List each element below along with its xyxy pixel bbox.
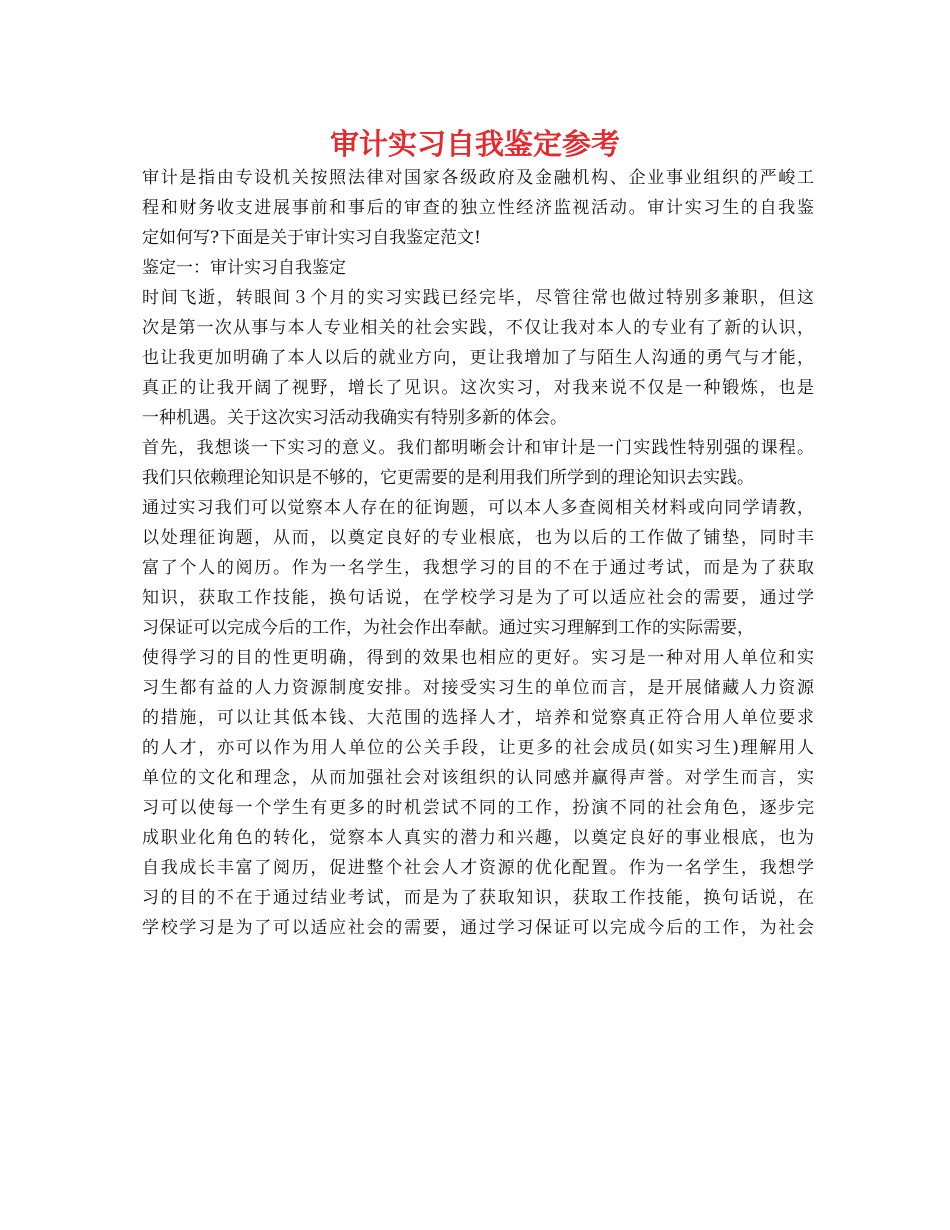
body-line: 的措施，可以让其低本钱、大范围的选择人才，培养和觉察真正符合用人单位要求 [142, 708, 814, 728]
body-line: 定如何写?下面是关于审计实习自我鉴定范文! [142, 228, 481, 248]
body-line: 富了个人的阅历。作为一名学生，我想学习的目的不在于通过考试，而是为了获取 [142, 558, 814, 578]
body-line: 通过实习我们可以觉察本人存在的征询题，可以本人多查阅相关材料或向同学请教， [142, 498, 814, 518]
body-line: 使得学习的目的性更明确，得到的效果也相应的更好。实习是一种对用人单位和实 [142, 648, 814, 668]
body-line: 次是第一次从事与本人专业相关的社会实践，不仅让我对本人的专业有了新的认识， [142, 318, 814, 338]
section-heading: 鉴定一：审计实习自我鉴定 [142, 258, 346, 278]
body-line: 一种机遇。关于这次实习活动我确实有特别多新的体会。 [142, 408, 567, 428]
body-line: 程和财务收支进展事前和事后的审查的独立性经济监视活动。审计实习生的自我鉴 [142, 198, 814, 218]
body-line: 成职业化角色的转化，觉察本人真实的潜力和兴趣，以奠定良好的事业根底，也为 [142, 828, 814, 848]
body-line: 习生都有益的人力资源制度安排。对接受实习生的单位而言，是开展储藏人力资源 [142, 678, 814, 698]
body-line: 自我成长丰富了阅历，促进整个社会人才资源的优化配置。作为一名学生，我想学 [142, 858, 814, 878]
body-line: 习保证可以完成今后的工作，为社会作出奉献。通过实习理解到工作的实际需要， [142, 618, 754, 638]
body-line: 首先，我想谈一下实习的意义。我们都明晰会计和审计是一门实践性特别强的课程。 [142, 438, 814, 458]
body-line: 真正的让我开阔了视野，增长了见识。这次实习，对我来说不仅是一种锻炼，也是 [142, 378, 814, 398]
body-line: 学校学习是为了可以适应社会的需要，通过学习保证可以完成今后的工作，为社会 [142, 918, 814, 938]
body-line: 的人才，亦可以作为用人单位的公关手段，让更多的社会成员(如实习生)理解用人 [142, 738, 814, 758]
document-title: 审计实习自我鉴定参考 [329, 127, 620, 161]
body-line: 我们只依赖理论知识是不够的，它更需要的是利用我们所学到的理论知识去实践。 [142, 468, 754, 488]
document-body [142, 163, 814, 943]
body-line: 时间飞逝，转眼间３个月的实习实践已经完毕，尽管往常也做过特别多兼职，但这 [142, 288, 814, 308]
body-line: 单位的文化和理念，从而加强社会对该组织的认同感并赢得声誉。对学生而言，实 [142, 768, 814, 788]
body-line: 以处理征询题，从而，以奠定良好的专业根底，也为以后的工作做了铺垫，同时丰 [142, 528, 814, 548]
body-line: 习可以使每一个学生有更多的时机尝试不同的工作，扮演不同的社会角色，逐步完 [142, 798, 814, 818]
body-line: 习的目的不在于通过结业考试，而是为了获取知识，获取工作技能，换句话说，在 [142, 888, 814, 908]
body-line: 知识，获取工作技能，换句话说，在学校学习是为了可以适应社会的需要，通过学 [142, 588, 814, 608]
body-line: 也让我更加明确了本人以后的就业方向，更让我增加了与陌生人沟通的勇气与才能， [142, 348, 814, 368]
body-line: 审计是指由专设机关按照法律对国家各级政府及金融机构、企业事业组织的严峻工 [142, 168, 814, 188]
